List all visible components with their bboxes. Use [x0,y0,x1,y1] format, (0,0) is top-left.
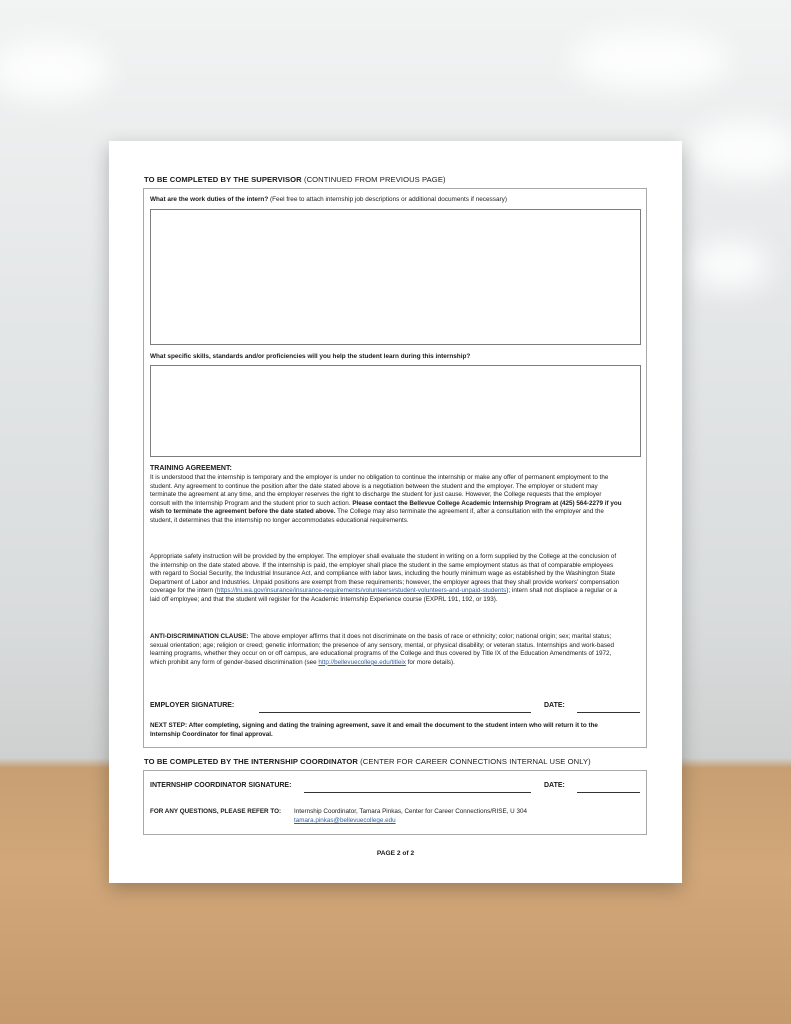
employer-signature-line[interactable] [259,712,531,713]
coordinator-section-title: TO BE COMPLETED BY THE INTERNSHIP COORDINATOR (CENTER FOR CAREER CONNECTIONS INTERNAL USE ONLY) [144,757,591,766]
employer-date-line[interactable] [577,712,640,713]
employer-date-label: DATE: [544,702,565,709]
next-step-note: NEXT STEP: After completing, signing and dating the training agreement, save it and email the document to the student intern who will return it to the Internship Coordinator for final approval. [150,722,598,738]
work-duties-question: What are the work duties of the intern? (Feel free to attach internship job descriptions or additional documents if necessary) [150,196,507,203]
skills-question: What specific skills, standards and/or proficiencies will you help the student learn during this internship? [150,353,471,360]
supervisor-section-title: TO BE COMPLETED BY THE SUPERVISOR (CONTINUED FROM PREVIOUS PAGE) [144,175,446,184]
employer-signature-label: EMPLOYER SIGNATURE: [150,702,235,709]
background-light [0,40,110,100]
background-light [690,120,791,180]
training-agreement-paragraph: It is understood that the internship is temporary and the employer is under no obligation to continue the internship or make any offer of permanent employment to the student. Any agreement to continue the position after the date stated above is a negotiation between the student and the employer. The employer or student may terminate the agreement at any time, and the employer reserves the right to discharge the student for just cause. However, the College requests that the employer consult with the Internship Program and the student prior to such action. Please contact the Bellevue College Academic Internship Program at (425) 564-2279 if you wish to terminate the agreement before the date stated above. The College may also terminate the agreement if, after a consultation with the employer and the student, it determines that the internship no longer accommodates educational requirements. [150,474,622,524]
coordinator-signature-label: INTERNSHIP COORDINATOR SIGNATURE: [150,782,292,789]
coordinator-email-link[interactable]: tamara.pinkas@bellevuecollege.edu [294,817,396,824]
form-page [109,141,682,883]
coordinator-signature-line[interactable] [304,792,531,793]
safety-paragraph: Appropriate safety instruction will be provided by the employer. The employer shall evaluate the student in writing on a form supplied by the College at the conclusion of the internship on the date stated above. If the internship is paid, the employer shall place the student in the same employment status as that of comparable employees with regard to Social Security, the Industrial Insurance Act, and compliance with labor laws, including the hourly minimum wage as established by the Washington State Department of Labor and Industries. Unpaid positions are exempt from these requirements; however, the employer agrees that they shall provide workers' compensation coverage for the intern (https://lni.wa.gov/insurance/insurance-requirements/volunteers#student-volunteers-and-unpaid-students); intern shall not displace a regular or a laid off employee; and that the student will register for the Academic Internship Experience course (EXPRL 191, 192, or 193). [150,553,620,603]
coordinator-date-line[interactable] [577,792,640,793]
titleix-link[interactable]: http://bellevuecollege.edu/titleix [318,658,406,666]
page-number: PAGE 2 of 2 [376,850,415,857]
lni-link[interactable]: https://lni.wa.gov/insurance/insurance-requirements/volunteers#student-volunteers-and-unpaid-students [216,587,507,595]
skills-input[interactable] [150,365,641,457]
work-duties-input[interactable] [150,209,641,345]
questions-label: FOR ANY QUESTIONS, PLEASE REFER TO: [150,808,282,815]
background-light [570,30,730,90]
training-agreement-heading: TRAINING AGREEMENT: [150,465,232,472]
anti-discrimination-paragraph: ANTI-DISCRIMINATION CLAUSE: The above employer affirms that it does not discriminate on the basis of race or ethnicity; color; national origin; sex; marital status; sexual orientation; age; religion or creed; genetic information; the presence of any sensory, mental, or physical disability; or veteran status. Internships and work-based learning programs, whether they occur on or off campus, are educational programs of the College and thus covered by Title IX of the Education Amendments of 1972, which prohibit any form of gender-based discrimination (see http://bellevuecollege.edu/titleix for more details). [150,633,615,666]
background-light [690,240,770,290]
coordinator-contact: Internship Coordinator, Tamara Pinkas, Center for Career Connections/RISE, U 304 [294,808,527,815]
coordinator-date-label: DATE: [544,782,565,789]
